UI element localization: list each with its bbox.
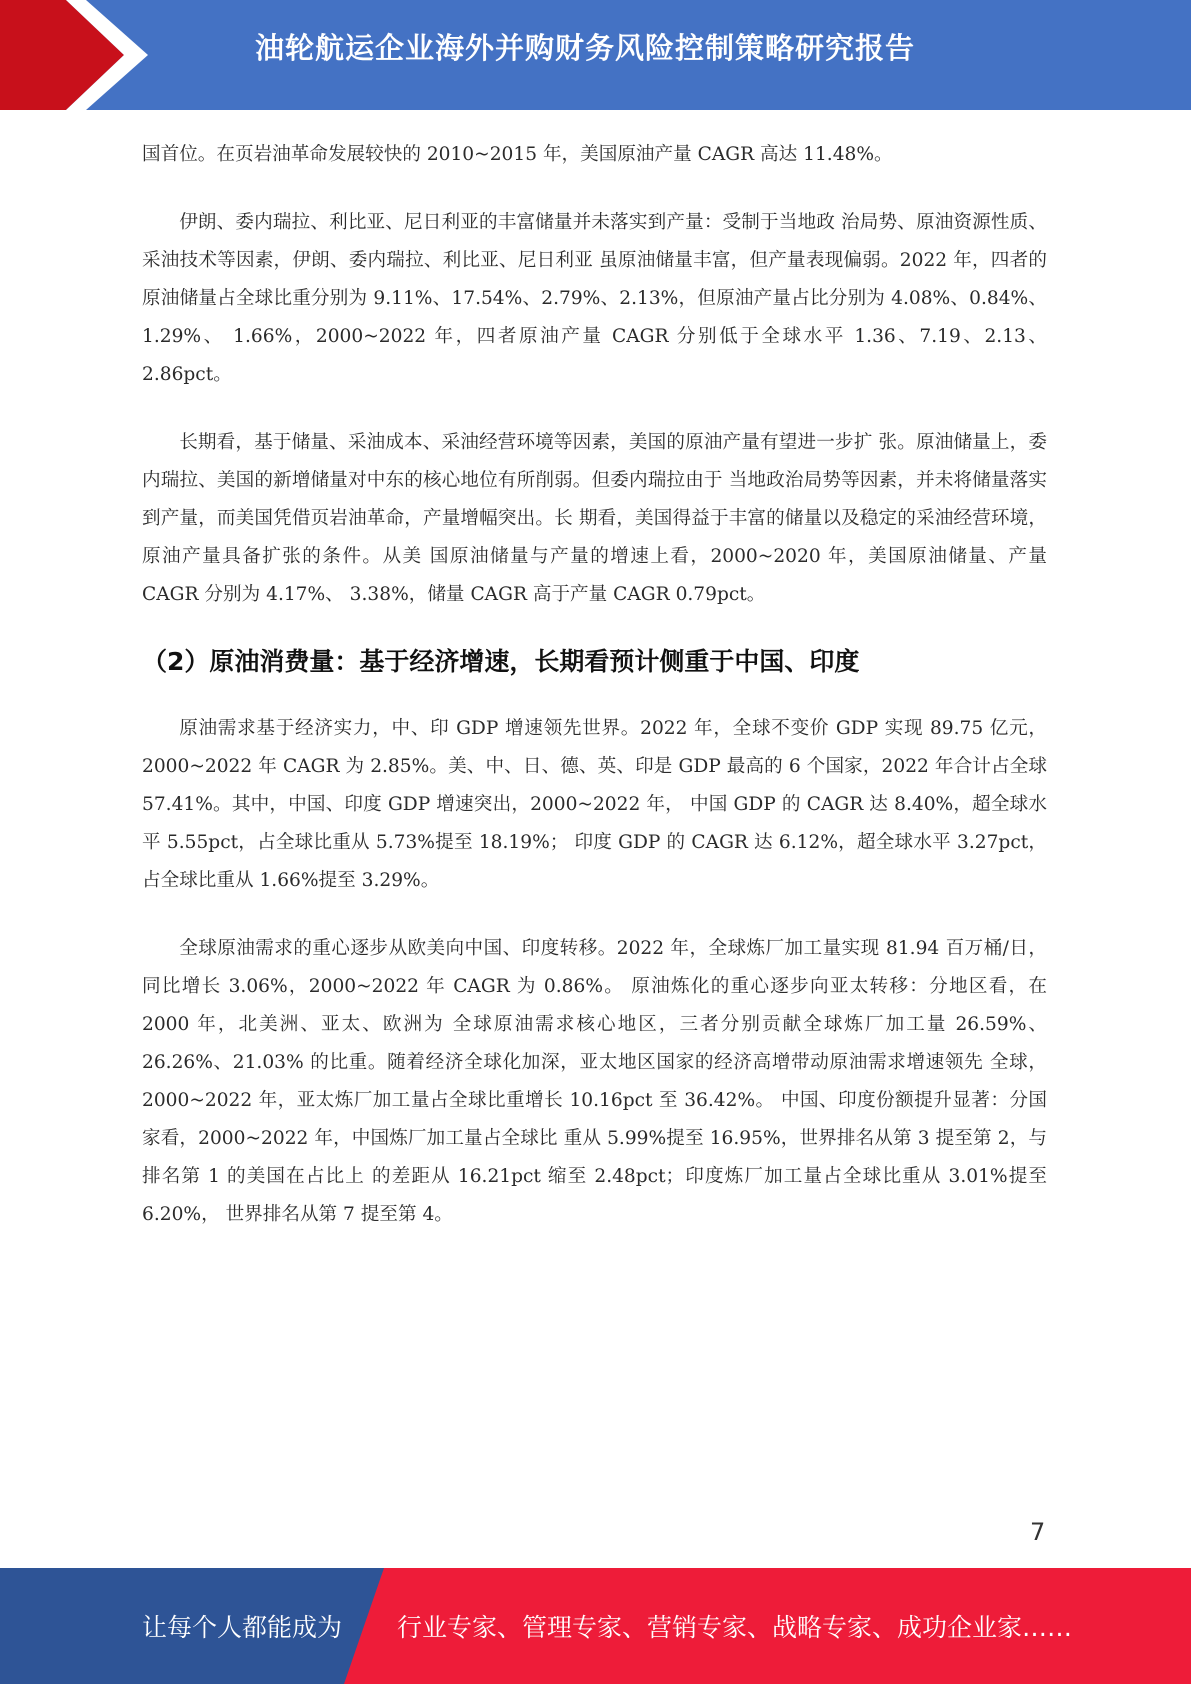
- paragraph-us-outlook: 长期看，基于储量、采油成本、采油经营环境等因素，美国的原油产量有望进一步扩 张。原油储量上，委内瑞拉、美国的新增储量对中东的核心地位有所削弱。但委内瑞拉由于 当地政治局势等因素，并未将储量落实到产量，而美国凭借页岩油革命，产量增幅突出。长 期看，美国得益于丰富的储量以及稳定的采油经营环境，原油产量具备扩张的条件。从美 国原油储量与产量的增速上看，2000~2020 年，美国原油储量、产量 CAGR 分别为 4.17%、 3.38%，储量 CAGR 高于产量 CAGR 0.79pct。: [142, 432, 1047, 605]
- section-heading: （2）原油消费量：基于经济增速，长期看预计侧重于中国、印度: [142, 647, 860, 676]
- paragraph-demand-shift: 全球原油需求的重心逐步从欧美向中国、印度转移。2022 年，全球炼厂加工量实现 81.94 百万桶/日，同比增长 3.06%，2000~2022 年 CAGR 为 0.86%。 原油炼化的重心逐步向亚太转移：分地区看，在 2000 年，北美洲、亚太、欧洲为 全球原油需求核心地区，三者分别贡献全球炼厂加工量 26.59%、26.26%、21.03% 的比重。随着经济全球化加深，亚太地区国家的经济高增带动原油需求增速领先 全球，2000~2022 年，亚太炼厂加工量占全球比重增长 10.16pct 至 36.42%。 中国、印度份额提升显著：分国家看，2000~2022 年，中国炼厂加工量占全球比 重从 5.99%提至 16.95%，世界排名从第 3 提至第 2，与排名第 1 的美国在占比上 的差距从 16.21pct 缩至 2.48pct；印度炼厂加工量占全球比重从 3.01%提至 6.20%， 世界排名从第 7 提至第 4。: [142, 938, 1047, 1225]
- paragraph-continuation: 国首位。在页岩油革命发展较快的 2010~2015 年，美国原油产量 CAGR 高达 11.48%。: [142, 144, 893, 165]
- document-body: [142, 136, 1047, 1234]
- footer-slogan-left: 让每个人都能成为: [142, 1613, 343, 1642]
- page-number: 7: [1030, 1518, 1046, 1546]
- footer-slogan-right: 行业专家、管理专家、营销专家、战略专家、成功企业家……: [397, 1613, 1073, 1642]
- header-arrow-decoration: [0, 0, 160, 110]
- page-header: [0, 0, 1191, 110]
- report-title: 油轮航运企业海外并购财务风险控制策略研究报告: [255, 31, 916, 65]
- paragraph-gdp-growth: 原油需求基于经济实力，中、印 GDP 增速领先世界。2022 年，全球不变价 GDP 实现 89.75 亿元，2000~2022 年 CAGR 为 2.85%。美、中、日、德、英、印是 GDP 最高的 6 个国家，2022 年合计占全球 57.41%。其中，中国、印度 GDP 增速突出，2000~2022 年， 中国 GDP 的 CAGR 达 8.40%，超全球水平 5.55pct，占全球比重从 5.73%提至 18.19%； 印度 GDP 的 CAGR 达 6.12%，超全球水平 3.27pct，占全球比重从 1.66%提至 3.29%。: [142, 718, 1047, 891]
- page-footer: [0, 1568, 1191, 1684]
- paragraph-iran-venezuela: 伊朗、委内瑞拉、利比亚、尼日利亚的丰富储量并未落实到产量：受制于当地政 治局势、原油资源性质、采油技术等因素，伊朗、委内瑞拉、利比亚、尼日利亚 虽原油储量丰富，但产量表现偏弱。2022 年，四者的原油储量占全球比重分别为 9.11%、17.54%、2.79%、2.13%，但原油产量占比分别为 4.08%、0.84%、1.29%、 1.66%，2000~2022 年，四者原油产量 CAGR 分别低于全球水平 1.36、7.19、2.13、 2.86pct。: [142, 212, 1047, 385]
